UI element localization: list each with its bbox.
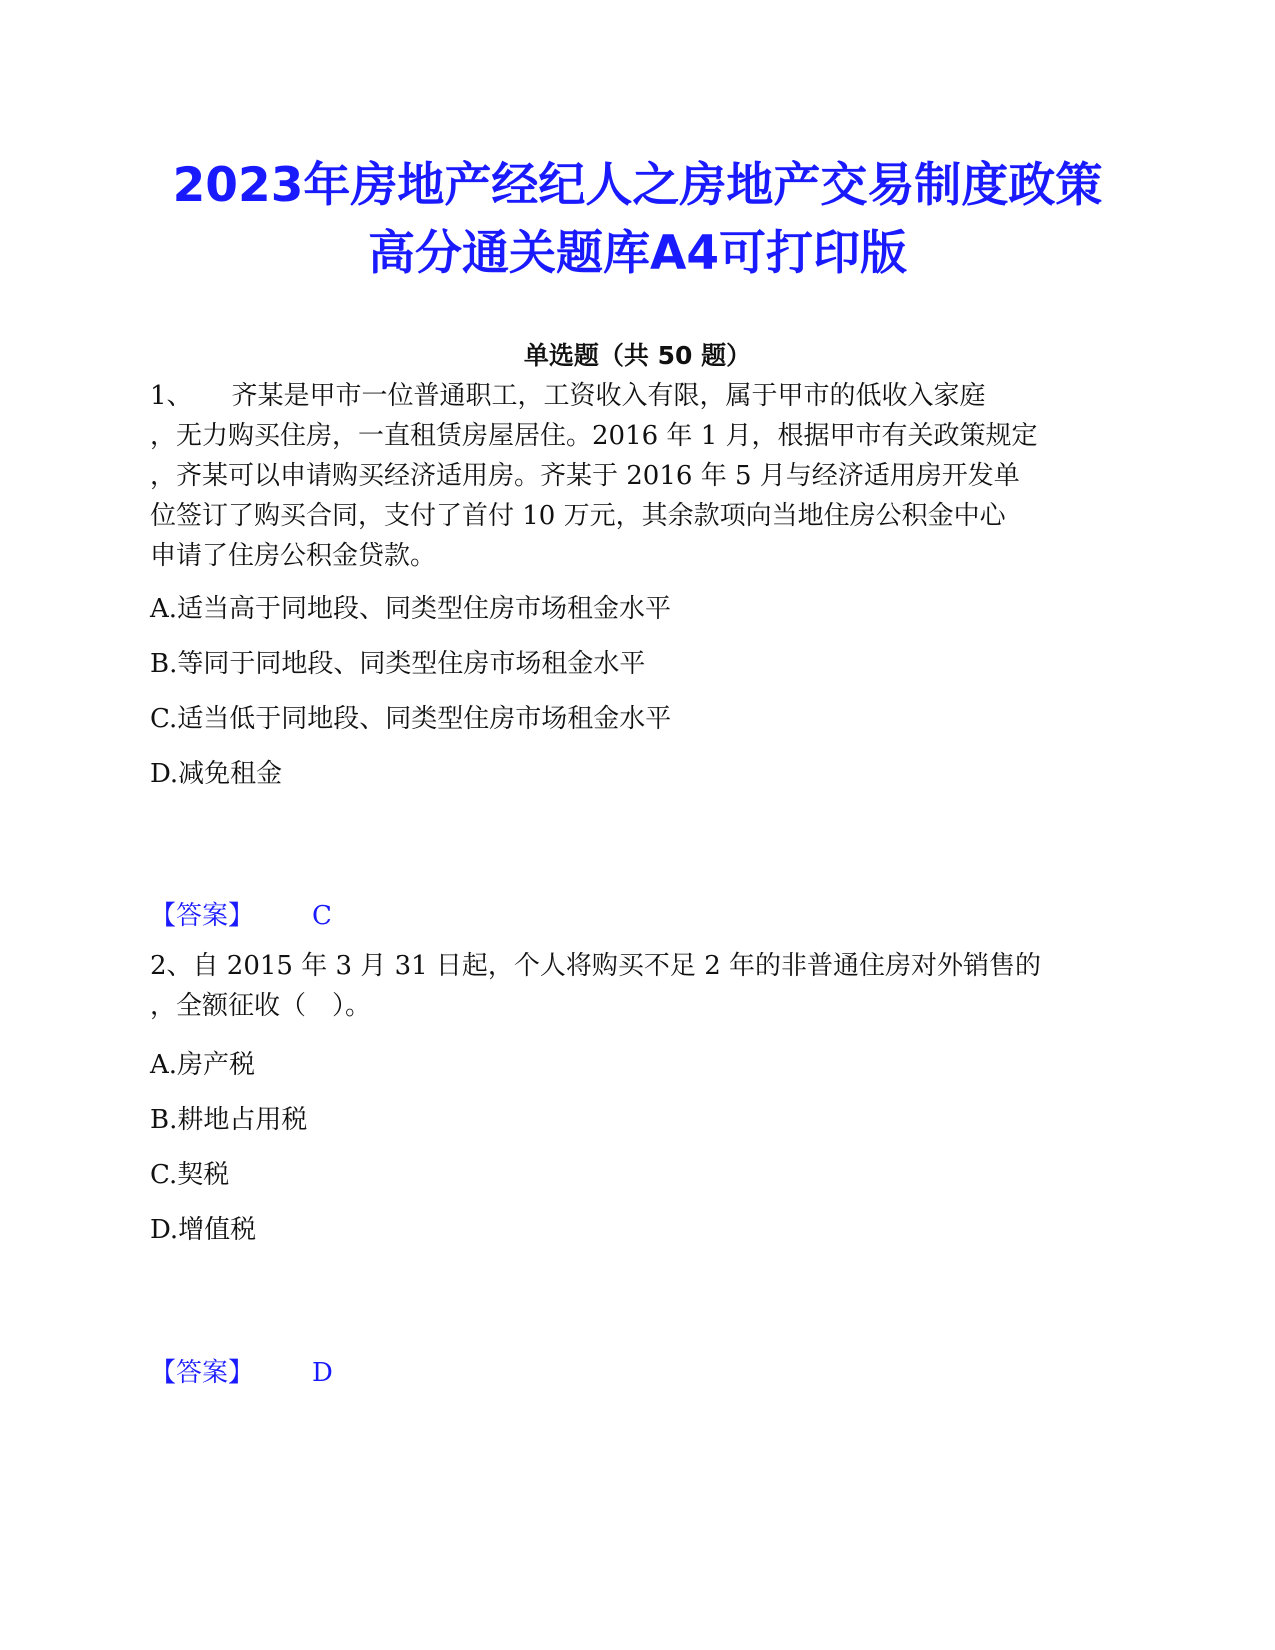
question-1-stem-line: 申请了住房公积金贷款。 — [150, 541, 437, 571]
question-1-option-b: B.等同于同地段、同类型住房市场租金水平 — [150, 649, 646, 679]
question-1-stem-line: ，无力购买住房，一直租赁房屋居住。2016 年 1 月，根据甲市有关政策规定 — [150, 421, 1038, 451]
question-2-answer — [150, 1352, 333, 1389]
document-title — [120, 152, 1155, 288]
question-2-option-a: A.房产税 — [150, 1050, 256, 1080]
question-2-stem-line: ，全额征收（ ）。 — [150, 991, 372, 1021]
question-2-stem-line: 2、自 2015 年 3 月 31 日起，个人将购买不足 2 年的非普通住房对外销售的 — [150, 951, 1041, 981]
answer-value: C — [312, 901, 332, 931]
question-1-stem-line: 位签订了购买合同，支付了首付 10 万元，其余款项向当地住房公积金中心 — [150, 501, 1006, 531]
question-1-stem — [150, 376, 1125, 576]
title-line-2: 高分通关题库A4可打印版 — [367, 226, 908, 281]
question-2-stem — [150, 946, 1125, 1026]
answer-label: 【答案】 — [150, 901, 255, 931]
title-line-1: 2023年房地产经纪人之房地产交易制度政策 — [172, 158, 1103, 213]
answer-label: 【答案】 — [150, 1358, 255, 1388]
section-title: 单选题（共 50 题） — [523, 341, 752, 370]
answer-value: D — [312, 1358, 333, 1388]
question-1-option-c: C.适当低于同地段、同类型住房市场租金水平 — [150, 704, 672, 734]
question-1-answer — [150, 895, 332, 932]
question-1-stem-line: 1、 齐某是甲市一位普通职工，工资收入有限，属于甲市的低收入家庭 — [150, 381, 986, 411]
question-1-option-a: A.适当高于同地段、同类型住房市场租金水平 — [150, 594, 672, 624]
question-1-option-d: D.减免租金 — [150, 759, 283, 789]
question-2-option-c: C.契税 — [150, 1160, 230, 1190]
question-2-option-d: D.增值税 — [150, 1215, 257, 1245]
question-1-stem-line: ，齐某可以申请购买经济适用房。齐某于 2016 年 5 月与经济适用房开发单 — [150, 461, 1020, 491]
question-2-option-b: B.耕地占用税 — [150, 1105, 308, 1135]
